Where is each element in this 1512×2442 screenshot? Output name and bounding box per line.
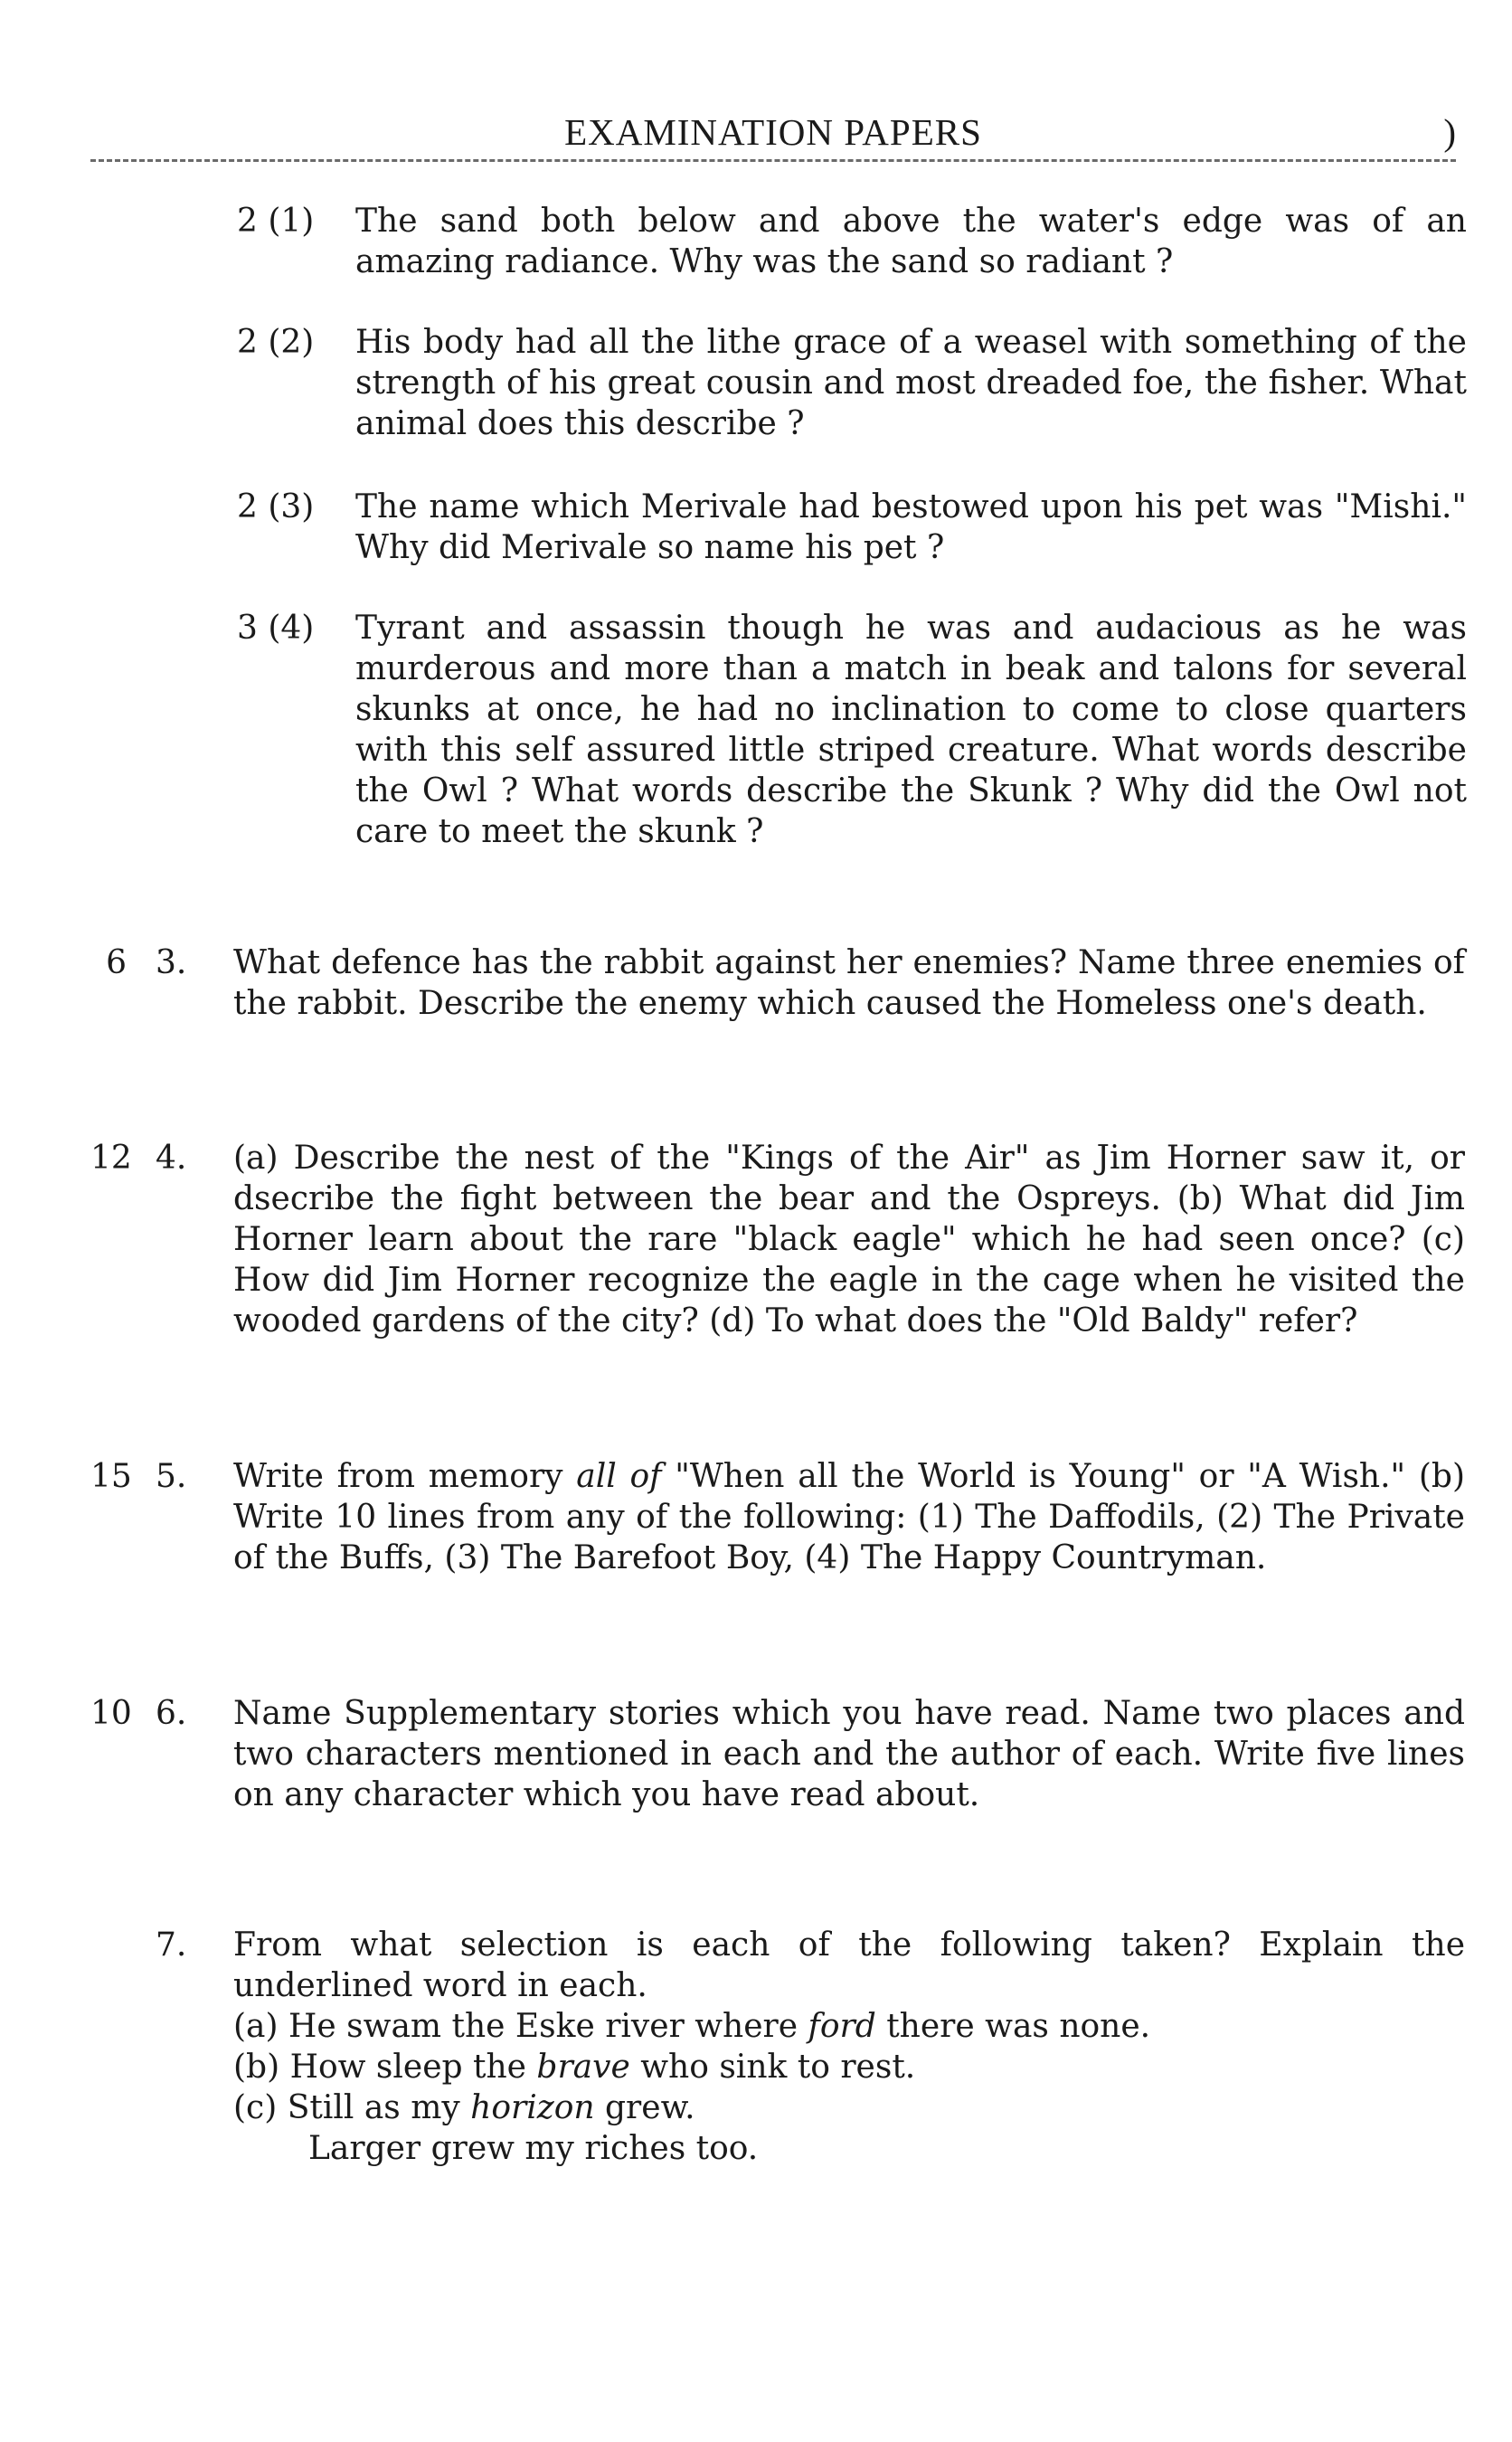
page-title: EXAMINATION PAPERS (564, 111, 982, 153)
item-label: (b) (233, 2049, 280, 2086)
question (90, 942, 1465, 1024)
question-number: 4. (156, 1140, 187, 1177)
question (90, 1925, 1465, 2169)
subquestion-number: 3 (4) (237, 610, 315, 647)
question-text (233, 1456, 1465, 1578)
quotation-item (233, 2087, 1465, 2128)
subquestion-number: 2 (3) (237, 488, 315, 525)
subquestion-number: 2 (2) (237, 324, 315, 361)
question-marks: 12 (90, 1140, 132, 1177)
quotation-continuation: Larger grew my riches too. (308, 2130, 759, 2167)
underlined-word: brave (536, 2049, 630, 2086)
quotation-item (233, 2047, 1465, 2087)
subquestion-number: 2 (1) (237, 203, 315, 240)
item-label: (c) (233, 2089, 278, 2126)
question-text: (a) Describe the nest of the "Kings of the Air" as Jim Horner saw it, or dsecribe the fight between the bear and the Ospreys. (b) What did Jim Horner learn about the rare "black eagle" which he had seen once? (c) How did Jim Horner recognize the eagle in the cage when he visited the wooded gardens of the city? (d) To what does the "Old Baldy" refer? (233, 1140, 1465, 1339)
emphasized-phrase: all of (576, 1458, 662, 1495)
subquestion (237, 608, 1467, 852)
question (90, 1456, 1465, 1578)
item-text: How sleep the (289, 2049, 537, 2086)
question-text: What defence has the rabbit against her enemies? Name three enemies of the rabbit. Describe the enemy which caused the Homeless one's death. (233, 944, 1465, 1022)
question-marks: 15 (90, 1458, 132, 1495)
subquestion (237, 487, 1467, 568)
subquestion-text: Tyrant and assassin though he was and audacious as he was murderous and more than a match in beak and talons for several skunks at once, he had no inclination to come to close quarters with this self assured little striped creature. What words describe the Owl ? What words describe the Skunk ? Why did the Owl not care to meet the skunk ? (355, 610, 1467, 850)
item-text: He swam the Eske river where (288, 2008, 808, 2045)
item-label: (a) (233, 2008, 279, 2045)
question-number: 3. (156, 944, 187, 981)
item-text: who sink to rest. (629, 2049, 916, 2086)
subquestion (237, 201, 1467, 282)
question-text-start: Write from memory (233, 1458, 577, 1495)
question-marks: 10 (90, 1695, 132, 1732)
question-marks: 6 (106, 944, 127, 981)
item-text: Still as my (287, 2089, 471, 2126)
subquestion-text: The sand both below and above the water's edge was of an amazing radiance. Why was the sand so radiant ? (355, 203, 1467, 280)
question (90, 1693, 1465, 1815)
question-text: Name Supplementary stories which you have read. Name two places and two characters mentioned in each and the author of each. Write five lines on any character which you have read about. (233, 1695, 1465, 1813)
item-text: there was none. (875, 2008, 1151, 2045)
subquestion (237, 322, 1467, 444)
subquestion-text: The name which Merivale had bestowed upon his pet was "Mishi." Why did Merivale so name his pet ? (355, 488, 1467, 566)
question-number: 5. (156, 1458, 187, 1495)
page-header (90, 110, 1456, 165)
page-number: ) (1443, 111, 1456, 153)
question-text (233, 1925, 1465, 2169)
question-text-rest: "When all the World is Young" or "A Wish." (b) Write 10 lines from any of the following: (1) The Daffodils, (2) The Private of the Buffs, (3) The Barefoot Boy, (4) The Happy Countryman. (233, 1458, 1465, 1576)
header-rule (90, 159, 1456, 162)
underlined-word: ford (808, 2008, 876, 2045)
underlined-word: horizon (470, 2089, 595, 2126)
quotation-item (233, 2006, 1465, 2047)
item-text: grew. (594, 2089, 695, 2126)
question-number: 6. (156, 1695, 187, 1732)
subquestion-text: His body had all the lithe grace of a weasel with something of the strength of his great cousin and most dreaded foe, the fisher. What animal does this describe ? (355, 324, 1467, 442)
question-number: 7. (156, 1926, 187, 1964)
question-intro: From what selection is each of the following taken? Explain the underlined word in each. (233, 1926, 1465, 2004)
question (90, 1138, 1465, 1341)
